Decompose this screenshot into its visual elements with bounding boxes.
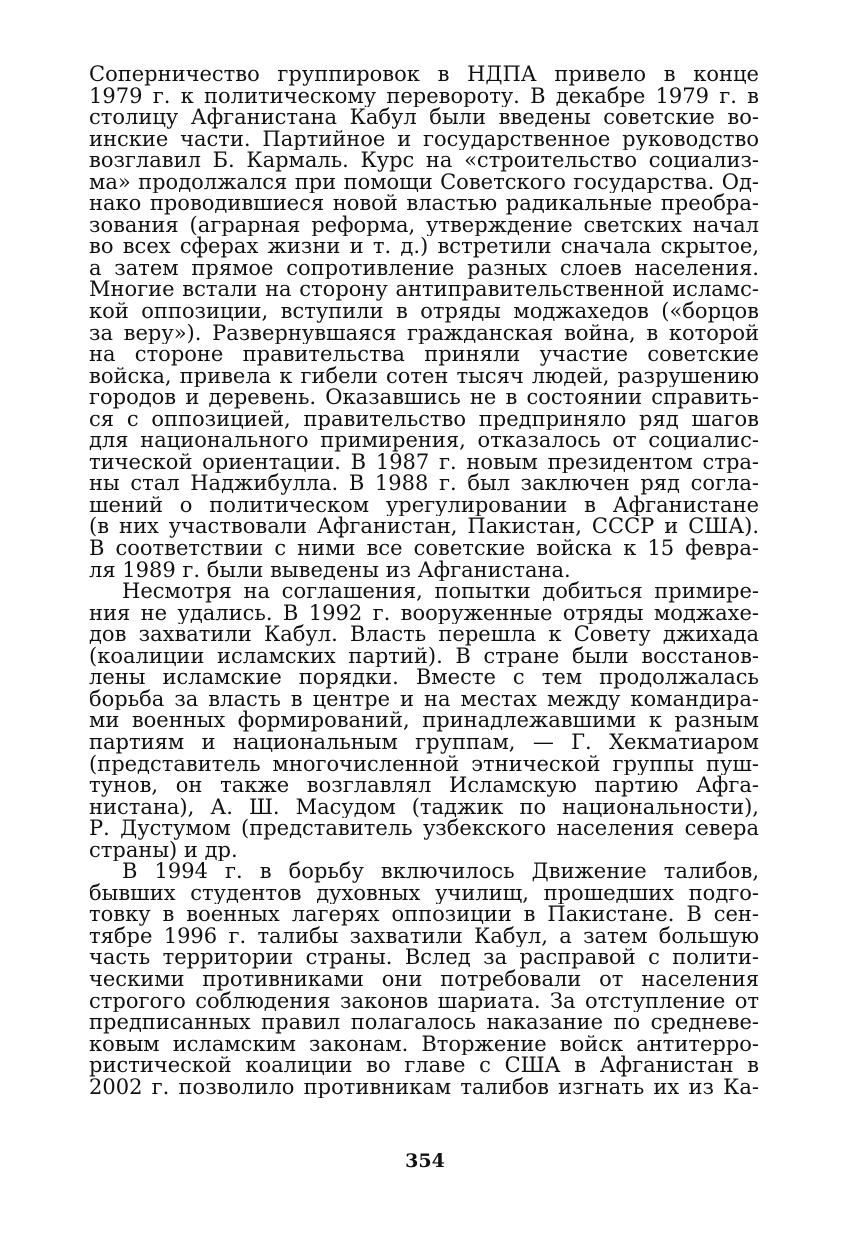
text-line: бывших студентов духовных училищ, прошедших подго- [89,882,759,905]
text-line: дов захватили Кабул. Власть перешла к Совету джихада [89,624,759,646]
text-line: предписанных правил полагалось наказание по средневе- [89,1012,759,1034]
text-line: 1979 г. к политическому перевороту. В декабре 1979 г. в [89,85,759,108]
text-line: возглавил Б. Кармаль. Курс на «строительство социализ- [89,150,759,172]
text-line: лены исламские порядки. Вместе с тем продолжалась [89,667,759,689]
text-line: борьба за власть в центре и на местах между командира- [89,688,759,711]
text-line: инские части. Партийное и государственное руководство [89,128,759,151]
text-line: за веру»). Развернувшаяся гражданская война, в которой [89,322,759,345]
text-line: столицу Афганистана Кабул были введены советские во- [89,107,759,129]
text-line: (в них участвовали Афганистан, Пакистан, СССР и США). [89,516,759,539]
text-line: (представитель многочисленной этнической группы пуш- [89,753,759,776]
text-line: 2002 г. позволило противникам талибов изгнать их из Ка- [89,1076,759,1099]
text-line: тической ориентации. В 1987 г. новым президентом стра- [89,451,759,474]
text-line: ристической коалиции во главе с США в Афганистан в [89,1055,759,1077]
text-line: для национального примирения, отказалось от социалис- [89,430,759,452]
text-line: ся с оппозицией, правительство предприняло ряд шагов [89,408,759,431]
text-line: часть территории страны. Вслед за расправой с полити- [89,947,759,969]
text-line: а затем прямое сопротивление разных слоев населения. [89,257,759,280]
text-line: зования (аграрная реформа, утверждение светских начал [89,214,759,237]
text-line: ны стал Наджибулла. В 1988 г. был заключен ряд согла- [89,473,759,495]
text-line: Р. Дустумом (представитель узбекского населения севера [89,818,759,840]
text-line: тябре 1996 г. талибы захватили Кабул, а затем большую [89,925,759,948]
text-line: во всех сферах жизни и т. д.) встретили сначала скрытое, [89,236,759,258]
paragraph [89,581,759,861]
text-line: партиям и национальным группам, — Г. Хекматиаром [89,731,759,754]
text-line: Соперничество группировок в НДПА привело в конце [89,64,759,86]
text-line: городов и деревень. Оказавшись не в состоянии справить- [89,387,759,409]
page-body [89,64,759,1098]
text-line: В соответствии с ними все советские войска к 15 февра- [89,538,759,560]
text-line: ма» продолжался при помощи Советского государства. Од- [89,171,759,194]
text-line: ля 1989 г. были выведены из Афганистана. [89,559,571,582]
text-line: кой оппозиции, вступили в отряды моджахедов («борцов [89,301,759,323]
text-line: на стороне правительства приняли участие советские [89,344,759,366]
text-line: ческими противниками они потребовали от населения [89,968,759,991]
text-line: шений о политическом урегулировании в Афганистане [89,494,759,517]
text-line: войска, привела к гибели сотен тысяч людей, разрушению [89,365,759,388]
text-line: тунов, он также возглавлял Исламскую партию Афга- [89,775,759,797]
text-line: Многие встали на сторону антиправительственной исламс- [89,279,759,302]
text-line: строгого соблюдения законов шариата. За отступление от [89,990,759,1013]
page-number: 354 [405,1150,445,1172]
text-line: нистана), А. Ш. Масудом (таджик по национальности), [89,796,759,819]
text-line: страны) и др. [89,839,238,862]
paragraph [89,64,759,581]
text-line: ковым исламским законам. Вторжение войск антитерро- [89,1033,759,1056]
text-line: (коалиции исламских партий). В стране были восстанов- [89,645,759,668]
text-line: ми военных формирований, принадлежавшими к разным [89,710,759,732]
text-line: товку в военных лагерях оппозиции в Пакистане. В сен- [89,904,759,926]
paragraph [89,861,759,1098]
text-line: В 1994 г. в борьбу включилось Движение талибов, [122,861,759,883]
text-line: нако проводившиеся новой властью радикальные преобра- [89,193,759,215]
text-line: ния не удались. В 1992 г. вооруженные отряды моджахе- [89,602,759,625]
text-line: Несмотря на соглашения, попытки добиться примире- [122,581,759,603]
